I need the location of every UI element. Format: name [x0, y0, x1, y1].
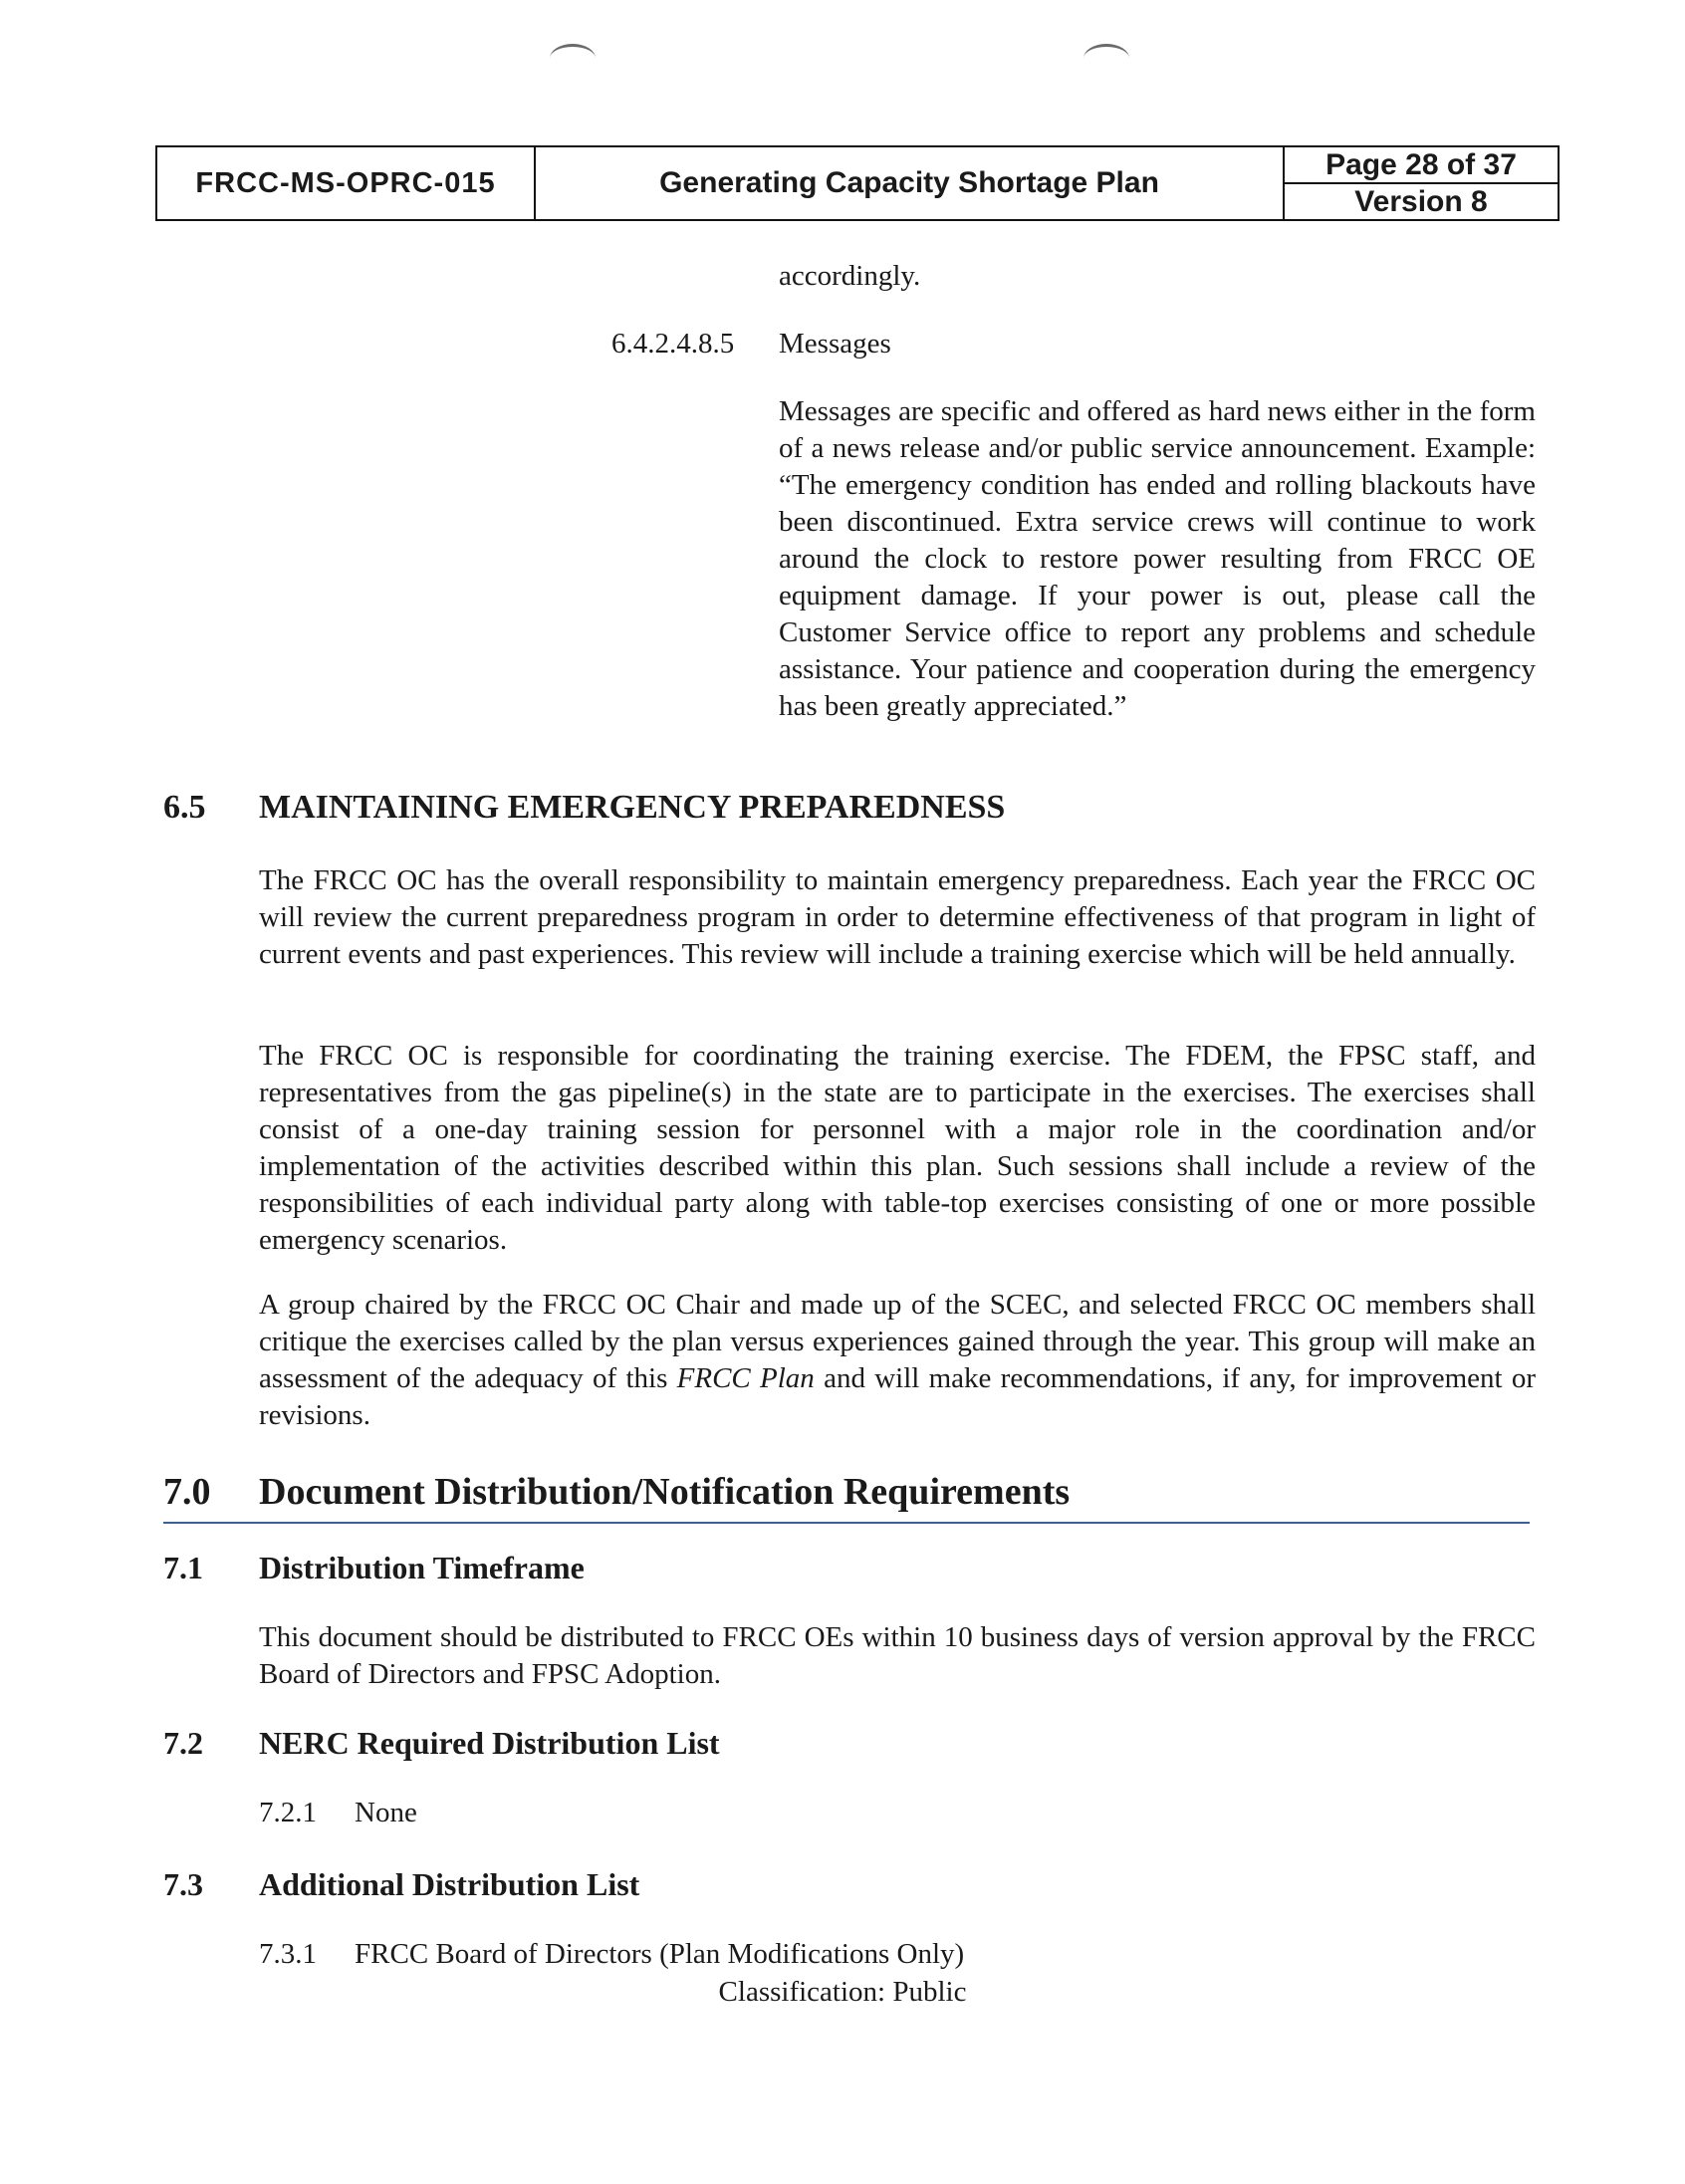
- messages-body: Messages are specific and offered as hard news either in the form of a news release and/or public service announcement. Example: “The emergency condition has ended and rolling blackouts have been discontinued. Extra service crews will continue to work around the clock to restore power resulting from FRCC OE equipment damage. If your power is out, please call the Customer Service office to report any problems and schedule assistance. Your patience and cooperation during the emergency has been greatly appreciated.”: [779, 395, 1536, 722]
- version-number: Version 8: [1354, 184, 1488, 218]
- messages-heading: Messages: [779, 328, 891, 360]
- continuation-text: accordingly.: [779, 260, 921, 292]
- classification-footer: Classification: Public: [718, 1976, 967, 2008]
- punch-hole-right: [1083, 44, 1129, 73]
- page-header: [155, 145, 1560, 221]
- page-version-cell: [1285, 147, 1558, 219]
- timeframe-body: This document should be distributed to FRCC OEs within 10 business days of version approval by the FRCC Board of Directors and FPSC Adoption.: [259, 1621, 1536, 1690]
- frcc-plan-emphasis: FRCC Plan: [676, 1362, 815, 1394]
- preparedness-paragraph-2: The FRCC OC is responsible for coordinating the training exercise. The FDEM, the FPSC staff, and representatives from the gas pipeline(s) in the state are to participate in the exercises. The exercises shall consist of a one-day training session for personnel with a major role in the coordination and/or implementation of the activities described within this plan. Such sessions shall include a review of the responsibilities of each individual party along with table-top exercises consisting of one or more possible emergency scenarios.: [259, 1040, 1536, 1256]
- item-7-2-1-number: 7.2.1: [259, 1797, 317, 1828]
- section-7-3-title: Additional Distribution List: [259, 1866, 640, 1902]
- section-rule: [163, 1522, 1530, 1524]
- preparedness-paragraph-3: A group chaired by the FRCC OC Chair and made up of the SCEC, and selected FRCC OC members shall critique the exercises called by the plan versus experiences gained through the year. This group will make an assessment of the adequacy of this FRCC Plan and will make recommendations, if any, for improvement or revisions.: [259, 1289, 1537, 1431]
- section-7-0-title: Document Distribution/Notification Requirements: [259, 1471, 1071, 1513]
- section-6-5-number: 6.5: [163, 789, 206, 826]
- doc-title: Generating Capacity Shortage Plan: [536, 147, 1285, 219]
- preparedness-paragraph-1: The FRCC OC has the overall responsibility to maintain emergency preparedness. Each year the FRCC OC will review the current preparedness program in order to determine effectiveness of that program in light of current events and past experiences. This review will include a training exercise which will be held annually.: [259, 864, 1536, 970]
- punch-hole-left: [550, 44, 596, 73]
- item-7-2-1-text: None: [355, 1797, 417, 1828]
- section-7-3-number: 7.3: [163, 1866, 203, 1902]
- item-7-3-1-number: 7.3.1: [259, 1938, 317, 1970]
- section-7-2-number: 7.2: [163, 1725, 203, 1761]
- item-7-3-1-text: FRCC Board of Directors (Plan Modifications Only): [355, 1938, 965, 1970]
- messages-number: 6.4.2.4.8.5: [611, 328, 735, 360]
- section-7-1-title: Distribution Timeframe: [259, 1550, 585, 1585]
- section-7-2-title: NERC Required Distribution List: [259, 1725, 720, 1761]
- section-7-0-number: 7.0: [163, 1471, 211, 1513]
- section-6-5-title: MAINTAINING EMERGENCY PREPAREDNESS: [259, 789, 1006, 826]
- page-number: Page 28 of 37: [1285, 147, 1558, 184]
- doc-id: FRCC-MS-OPRC-015: [157, 147, 536, 219]
- section-7-1-number: 7.1: [163, 1550, 203, 1585]
